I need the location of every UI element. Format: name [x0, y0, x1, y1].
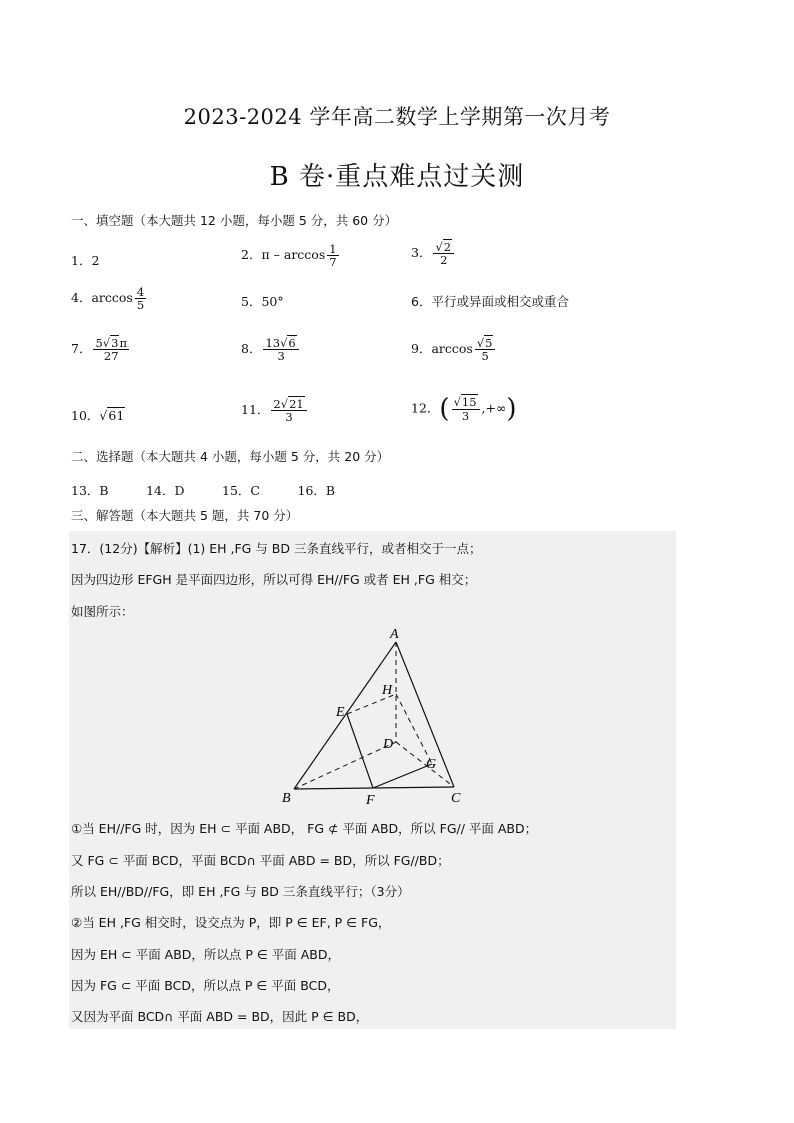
answer-6: 6．平行或异面或相交或重合: [411, 294, 569, 309]
answer-10: 10．√61: [71, 408, 125, 423]
solution-line-10: 又因为平面 BCD∩ 平面 ABD = BD，因此 P ∈ BD，: [71, 1009, 369, 1024]
answer-4: 4．arccos $\frac{4}{5}$: [71, 285, 145, 313]
answer-9: 9．arccos $\frac{√5}{5}$: [411, 337, 497, 362]
solution-line-7: ②当 EH ,FG 相交时，设交点为 P，即 P ∈ EF, P ∈ FG，: [71, 915, 391, 930]
label-D: D: [383, 737, 394, 752]
section-1-heading: 一、填空题（本大题共 12 小题，每小题 5 分，共 60 分）: [71, 213, 398, 228]
solution-line-4: ①当 EH//FG 时，因为 EH ⊂ 平面 ABD， FG ⊄ 平面 ABD，所以 FG// 平面 ABD；: [71, 821, 538, 836]
solution-line-5: 又 FG ⊂ 平面 BCD，平面 BCD∩ 平面 ABD = BD，所以 FG//BD；: [71, 853, 450, 868]
solution-line-8: 因为 EH ⊂ 平面 ABD，所以点 P ∈ 平面 ABD，: [71, 947, 340, 962]
answer-2: 2．π – arccos $\frac{1}{7}$: [241, 242, 337, 270]
answer-3: 3． $\frac{√2}{2}$: [411, 241, 456, 266]
label-H: H: [382, 683, 393, 698]
edge-FG: [373, 764, 432, 788]
label-C: C: [451, 791, 461, 806]
edge-AC: [396, 642, 454, 787]
section-3-heading: 三、解答题（本大题共 5 题，共 70 分）: [71, 508, 299, 523]
edge-EF: [347, 714, 373, 788]
answer-8: 8． $\frac{13√6}{3}$: [241, 337, 301, 362]
solution-line-6: 所以 EH//BD//FG，即 EH ,FG 与 BD 三条直线平行；（3分）: [71, 884, 410, 899]
answer-7: 7． $\frac{5√3\pi}{27}$: [71, 336, 127, 364]
solution-line-3: 如图所示：: [71, 604, 134, 619]
label-B: B: [282, 791, 291, 806]
label-E: E: [336, 705, 345, 720]
edge-BD: [294, 742, 396, 789]
label-F: F: [366, 793, 375, 808]
section-2-heading: 二、选择题（本大题共 4 小题，每小题 5 分，共 20 分）: [71, 449, 390, 464]
edge-HG: [396, 694, 432, 764]
label-G: G: [426, 757, 437, 772]
answer-1: 1．2: [71, 253, 100, 268]
solution-line-1: 17．(12分)【解析】(1) EH ,FG 与 BD 三条直线平行，或者相交于一点；: [71, 541, 482, 556]
answer-5: 5．50°: [241, 294, 284, 309]
answer-12: 12．( $\frac{√15}{3}$ ,+∞): [411, 394, 517, 424]
answer-11: 11． $\frac{2√21}{3}$: [241, 398, 309, 423]
tetrahedron-figure: [270, 622, 490, 812]
solution-line-9: 因为 FG ⊂ 平面 BCD，所以点 P ∈ 平面 BCD，: [71, 978, 340, 993]
label-A: A: [390, 627, 399, 642]
document-subtitle: B 卷·重点难点过关测: [269, 162, 525, 192]
document-title: 2023-2024 学年高二数学上学期第一次月考: [183, 105, 611, 129]
choice-answers: 13．B 14．D 15．C 16．B: [71, 483, 336, 498]
edge-AB: [294, 642, 396, 789]
solution-line-2: 因为四边形 EFGH 是平面四边形，所以可得 EH//FG 或者 EH ,FG 相交；: [71, 572, 477, 587]
